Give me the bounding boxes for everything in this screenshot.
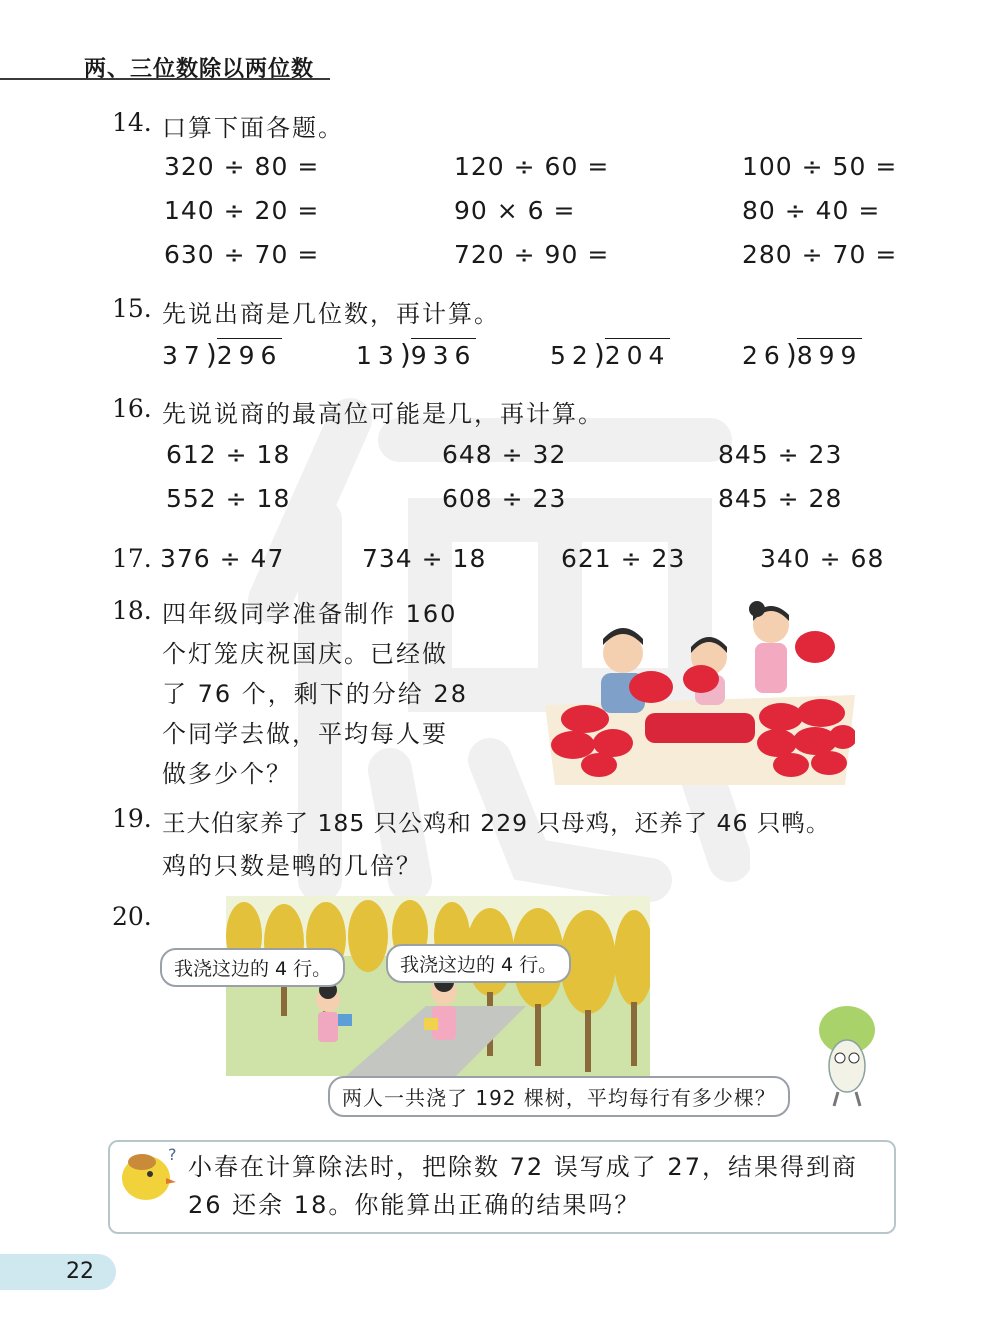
tip-line-1: 小春在计算除法时，把除数 72 误写成了 27，结果得到商 [188,1153,858,1181]
long-division: 26)899 [742,338,863,371]
text-line: 个灯笼庆祝国庆。已经做 [162,640,448,668]
question-16-prompt: 先说说商的最高位可能是几，再计算。 [162,400,604,428]
question-number-17: 17. [112,544,152,573]
question-number-15: 15. [112,294,152,323]
q16-expr: 648 ÷ 32 [442,440,567,469]
q16-expr: 845 ÷ 28 [718,484,843,513]
tip-line-2: 26 还余 18。你能算出正确的结果吗？ [188,1191,641,1219]
q17-expr: 376 ÷ 47 [160,544,285,573]
q14-expr: 720 ÷ 90 = [454,240,610,269]
long-division: 13)936 [356,338,477,371]
q17-expr: 621 ÷ 23 [561,544,686,573]
cabbage-mascot-icon [812,1000,882,1110]
lantern [561,705,609,733]
q16-expr: 608 ÷ 23 [442,484,567,513]
divisor: 37 [162,341,206,370]
question-20-bubble: 两人一共浇了 192 棵树，平均每行有多少棵？ [328,1076,790,1117]
header-rule [0,78,330,80]
chapter-title: 两、三位数除以两位数 [84,57,315,82]
q14-expr: 630 ÷ 70 = [164,240,320,269]
long-division: 52)204 [550,338,671,371]
lantern [773,753,809,777]
q14-expr: 280 ÷ 70 = [742,240,898,269]
speech-bubble-right: 我浇这边的 4 行。 [386,944,571,983]
lantern [811,751,847,775]
lantern [759,703,803,731]
page-number: 22 [66,1259,94,1284]
lantern [757,729,797,757]
red-paper [645,713,755,743]
watering-can [338,1014,352,1026]
dividend: 296 [217,338,283,370]
q14-expr: 140 ÷ 20 = [164,196,320,225]
question-number-19: 19. [112,804,152,833]
q14-expr: 80 ÷ 40 = [742,196,881,225]
lantern [795,631,835,663]
dividend: 936 [411,338,477,370]
page-number-tab [0,1254,116,1290]
text-line: 四年级同学准备制作 160 [162,600,458,628]
divisor: 52 [550,341,594,370]
lantern-making-illustration [545,595,855,785]
text-line: 了 76 个，剩下的分给 28 [162,680,468,708]
q14-expr: 320 ÷ 80 = [164,152,320,181]
q17-expr: 340 ÷ 68 [760,544,885,573]
lantern [551,731,595,759]
chick-mascot-icon [116,1144,184,1204]
q14-expr: 100 ÷ 50 = [742,152,898,181]
lantern [581,753,617,777]
question-14-prompt: 口算下面各题。 [162,114,344,142]
lantern [593,729,633,757]
lantern [683,665,719,693]
question-number-16: 16. [112,394,152,423]
q14-expr: 90 × 6 = [454,196,576,225]
text-line: 做多少个？ [162,760,292,788]
long-division: 37)296 [162,338,283,371]
question-number-18: 18. [112,596,152,625]
question-19-line-1: 王大伯家养了 185 只公鸡和 229 只母鸡，还养了 46 只鸭。 [162,809,831,837]
svg-text:?: ? [168,1145,177,1164]
dividend: 899 [797,338,863,370]
q17-expr: 734 ÷ 18 [362,544,487,573]
lantern [797,699,845,727]
watering-can [424,1018,438,1030]
tip-text [188,1148,888,1224]
q16-expr: 612 ÷ 18 [166,440,291,469]
question-18-text [162,594,492,794]
question-15-prompt: 先说出商是几位数，再计算。 [162,300,500,328]
q14-expr: 120 ÷ 60 = [454,152,610,181]
lantern [629,671,673,703]
question-number-14: 14. [112,108,152,137]
divisor: 13 [356,341,400,370]
speech-bubble-left: 我浇这边的 4 行。 [160,948,345,987]
q16-expr: 845 ÷ 23 [718,440,843,469]
text-line: 个同学去做，平均每人要 [162,720,448,748]
q16-expr: 552 ÷ 18 [166,484,291,513]
divisor: 26 [742,341,786,370]
question-19-line-2: 鸡的只数是鸭的几倍？ [162,852,422,880]
question-number-20: 20. [112,902,152,931]
dividend: 204 [605,338,671,370]
